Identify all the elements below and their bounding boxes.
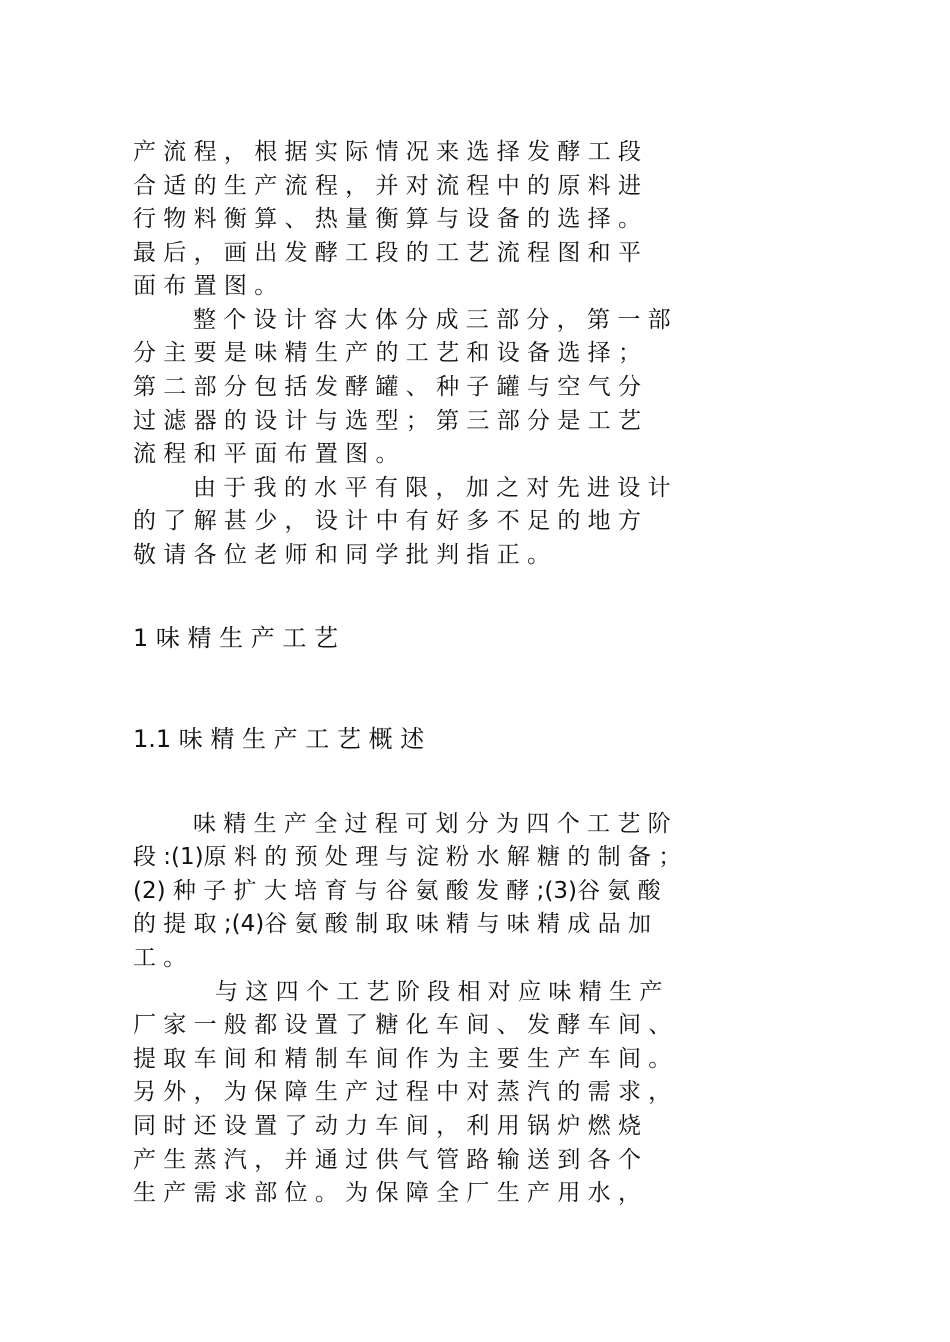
paragraph-line: 行 物 料 衡 算 、 热 量 衡 算 与 设 备 的 选 择 。 [133,206,641,232]
paragraph-line: 味 精 生 产 全 过 程 可 划 分 为 四 个 工 艺 阶 [193,811,671,837]
paragraph-line: 工 。 [133,945,187,971]
paragraph-line: 分 主 要 是 味 精 生 产 的 工 艺 和 设 备 选 择 ； [133,340,641,366]
paragraph-line: 合 适 的 生 产 流 程 ， 并 对 流 程 中 的 原 料 进 [133,173,641,199]
paragraph-line: 面 布 置 图 。 [133,273,278,299]
paragraph-line: 的 提 取 ;(4)谷 氨 酸 制 取 味 精 与 味 精 成 品 加 [133,911,651,937]
paragraph-line: 厂 家 一 般 都 设 置 了 糖 化 车 间 、 发 酵 车 间 、 [133,1012,672,1038]
paragraph-line: 另 外 ， 为 保 障 生 产 过 程 中 对 蒸 汽 的 需 求 ， [133,1079,672,1105]
paragraph-line: 整 个 设 计 容 大 体 分 成 三 部 分 ， 第 一 部 [193,307,671,333]
paragraph-line: 产 流 程 ， 根 据 实 际 情 况 来 选 择 发 酵 工 段 [133,139,641,165]
paragraph-line: 生 产 需 求 部 位 。 为 保 障 全 厂 生 产 用 水 ， [133,1180,641,1206]
paragraph-line: 产 生 蒸 汽 ， 并 通 过 供 气 管 路 输 送 到 各 个 [133,1147,641,1173]
paragraph-line: 同 时 还 设 置 了 动 力 车 间 ， 利 用 锅 炉 燃 烧 [133,1113,641,1139]
paragraph-line: 的 了 解 甚 少 ， 设 计 中 有 好 多 不 足 的 地 方 [133,508,641,534]
section-heading: 1 味 精 生 产 工 艺 [133,624,339,652]
paragraph-line: 流 程 和 平 面 布 置 图 。 [133,441,399,467]
subsection-heading: 1.1 味 精 生 产 工 艺 概 述 [133,725,425,753]
paragraph-line: 提 取 车 间 和 精 制 车 间 作 为 主 要 生 产 车 间 。 [133,1046,672,1072]
paragraph-line: 第 二 部 分 包 括 发 酵 罐 、 种 子 罐 与 空 气 分 [133,374,641,400]
paragraph-line: 段 :(1)原 料 的 预 处 理 与 淀 粉 水 解 糖 的 制 备 ； [133,844,682,870]
paragraph-line: 敬 请 各 位 老 师 和 同 学 批 判 指 正 。 [133,542,551,568]
paragraph-line: (2) 种 子 扩 大 培 育 与 谷 氨 酸 发 酵 ;(3)谷 氨 酸 [133,878,661,904]
paragraph-line: 与 这 四 个 工 艺 阶 段 相 对 应 味 精 生 产 [215,979,663,1005]
paragraph-line: 过 滤 器 的 设 计 与 选 型 ； 第 三 部 分 是 工 艺 [133,408,641,434]
paragraph-line: 最 后 ， 画 出 发 酵 工 段 的 工 艺 流 程 图 和 平 [133,240,641,266]
paragraph-line: 由 于 我 的 水 平 有 限 ， 加 之 对 先 进 设 计 [193,475,671,501]
